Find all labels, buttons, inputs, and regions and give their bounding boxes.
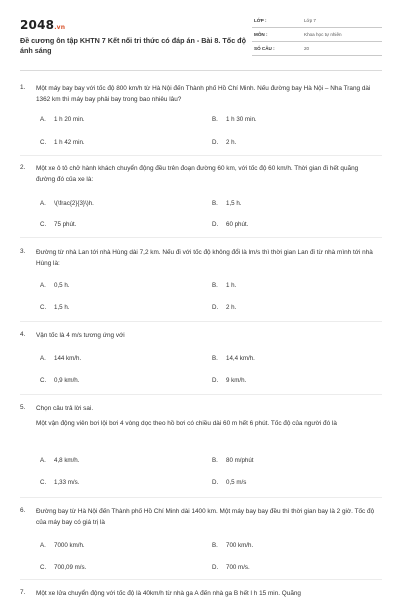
question-7 [20,589,382,600]
option-d[interactable] [212,479,246,486]
question-number: 2. [20,164,26,171]
question-text: Chọn câu trả lời sai. [36,405,94,412]
option-letter: C. [40,564,47,571]
meta-value: Khoa học tự nhiên [304,32,342,37]
option-b[interactable] [212,542,253,549]
option-b[interactable] [212,457,254,464]
option-a[interactable] [40,282,69,289]
question-number: 3. [20,248,26,255]
option-c[interactable] [40,564,86,571]
question-number: 6. [20,507,26,514]
option-a[interactable] [40,457,79,464]
option-letter: B. [212,355,218,362]
option-text: 1 h 42 min. [54,139,85,146]
option-text: 9 km/h. [226,377,247,384]
option-letter: B. [212,116,218,123]
option-letter: D. [212,479,219,486]
option-letter: C. [40,139,47,146]
option-text: 60 phút. [226,221,249,228]
option-text: 1 h. [226,282,237,289]
option-text: 700 m/s. [226,564,250,571]
option-letter: B. [212,282,218,289]
option-text: 1,5 h. [226,200,242,207]
question-number: 7. [20,589,26,596]
site-logo[interactable] [20,18,65,32]
option-letter: D. [212,304,219,311]
option-text: 14,4 km/h. [226,355,255,362]
option-d[interactable] [212,304,236,311]
option-text: 700 km/h. [226,542,254,549]
option-text: 1,33 m/s. [54,479,80,486]
option-text: 80 m/phút [226,457,254,464]
meta-value: Lớp 7 [304,18,316,23]
option-text: 144 km/h. [54,355,82,362]
option-text: 1 h 20 min. [54,116,85,123]
question-separator [20,394,382,395]
meta-value: 20 [304,46,310,51]
option-b[interactable] [212,116,257,123]
option-letter: C. [40,304,47,311]
option-text: 0,5 h. [54,282,70,289]
question-separator [20,497,382,498]
option-c[interactable] [40,139,85,146]
meta-row-count [252,42,382,56]
logo-ext: .vn [54,24,66,31]
option-a[interactable] [40,200,94,207]
question-text: Đường từ nhà Lan tới nhà Hùng dài 7,2 km. Nếu đi với tốc độ không đổi là lm/s thì thời gian Lan đi từ nhà mình tới nhà Hùng là: [36,249,373,267]
option-letter: D. [212,377,219,384]
meta-row-subject [252,28,382,42]
option-a[interactable] [40,355,81,362]
question-number: 4. [20,331,26,338]
meta-row-class [252,14,382,28]
option-text: \(\frac{2}{3}\)h. [54,200,94,207]
option-letter: A. [40,457,46,464]
header-divider [20,70,382,71]
option-letter: D. [212,564,219,571]
option-text: 1 h 30 min. [226,116,257,123]
option-text: 700,09 m/s. [54,564,87,571]
option-b[interactable] [212,200,241,207]
option-text: 4,8 km/h. [54,457,80,464]
option-letter: B. [212,542,218,549]
meta-key: MÔN : [254,32,268,37]
option-letter: A. [40,282,46,289]
option-letter: A. [40,116,46,123]
logo-main: 2048 [20,18,55,32]
option-d[interactable] [212,221,248,228]
meta-key: LỚP : [254,18,267,23]
question-number: 5. [20,404,26,411]
option-text: 0,9 km/h. [54,377,80,384]
question-text: Đường bay từ Hà Nội đến Thành phố Hồ Chí Minh dài 1400 km. Một máy bay bay đều thì thời gian bay là 2 giờ. Tốc độ của máy bay có giá trị là [36,508,375,526]
option-a[interactable] [40,542,85,549]
option-letter: C. [40,377,47,384]
question-separator [20,321,382,322]
option-a[interactable] [40,116,85,123]
question-number: 1. [20,84,26,91]
option-text: 2 h. [226,139,237,146]
question-subtext: Một vận động viên bơi lội bơi 4 vòng dọc theo hồ bơi có chiều dài 60 m hết 6 phút. Tốc độ của người đó là [36,420,337,427]
option-letter: C. [40,479,47,486]
question-text: Vận tốc là 4 m/s tương ứng với [36,332,125,339]
document-title: Đề cương ôn tập KHTN 7 Kết nối tri thức có đáp án - Bài 8. Tốc độ ánh sáng [20,36,246,55]
option-c[interactable] [40,479,79,486]
option-text: 2 h. [226,304,237,311]
option-c[interactable] [40,304,69,311]
option-letter: D. [212,221,219,228]
option-b[interactable] [212,282,236,289]
question-text: Một xe ô tô chở hành khách chuyển động đều trên đoạn đường 60 km, với tốc độ 60 km/h. Thời gian đi hết quãng đường đó của xe là: [36,165,359,183]
question-separator [20,579,382,580]
option-text: 1,5 h. [54,304,70,311]
option-letter: A. [40,200,46,207]
option-text: 7000 km/h. [54,542,85,549]
option-text: 75 phút. [54,221,77,228]
option-d[interactable] [212,564,250,571]
page-header [20,14,382,68]
option-text: 0,5 m/s [226,479,247,486]
option-letter: A. [40,355,46,362]
option-letter: B. [212,457,218,464]
option-letter: B. [212,200,218,207]
option-d[interactable] [212,377,246,384]
option-c[interactable] [40,221,76,228]
meta-table [252,14,382,56]
option-letter: A. [40,542,46,549]
question-separator [20,155,382,156]
option-d[interactable] [212,139,236,146]
question-text: Một máy bay bay với tốc độ 800 km/h từ Hà Nội đến Thành phố Hồ Chí Minh. Nếu đường bay Hà Nội – Nha Trang dài 1362 km thì máy bay phải bay trong bao nhiêu lâu? [36,85,371,103]
option-c[interactable] [40,377,79,384]
option-b[interactable] [212,355,255,362]
question-separator [20,237,382,238]
question-text: Một xe lửa chuyển động với tốc độ là 40km/h từ nhà ga A đến nhà ga B hết l h 15 min. Quãng [36,590,301,597]
meta-key: SỐ CÂU : [254,46,275,51]
option-letter: C. [40,221,47,228]
option-letter: D. [212,139,219,146]
